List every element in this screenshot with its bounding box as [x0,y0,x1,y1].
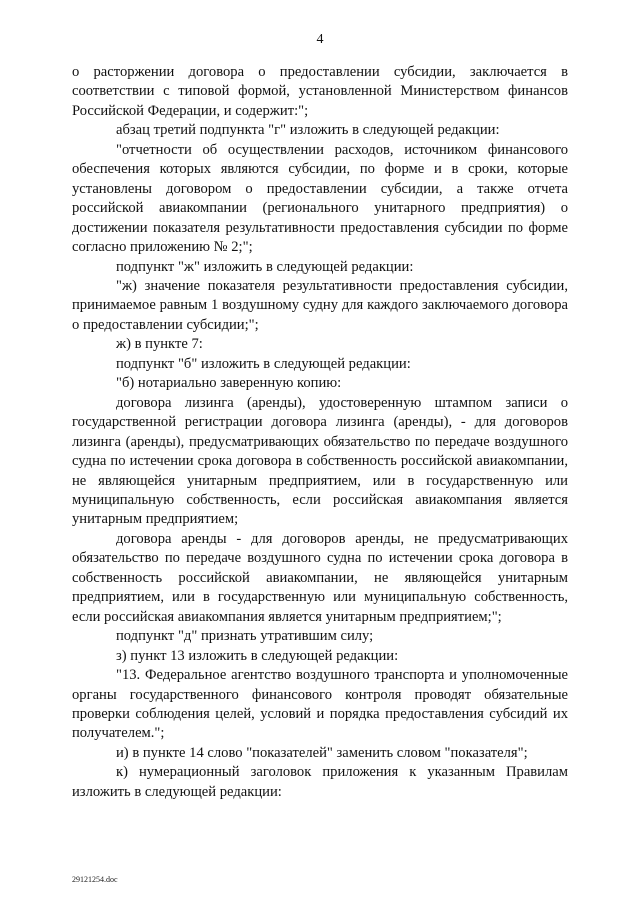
paragraph-point-13-text: "13. Федеральное агентство воздушного транспорта и уполномоченные органы государственного финансового контроля проводят обязательные проверки соблюдения целей, условий и порядка предоставления субсидий их получателем."; [72,667,568,742]
paragraph-item-k-appendix: к) нумерационный заголовок приложения к указанным Правилам изложить в следующей редакции: [72,764,568,800]
paragraph-reporting-text: "отчетности об осуществлении расходов, источником финансового обеспечения которых являются субсидии, по форме и в сроки, которые установлены договором о предоставлении субсидии, а также отчета российской авиакомпании (регионального унитарного предприятия) о достижении показателя результативности предоставления субсидии по форме согласно приложению № 2;"; [72,141,568,256]
paragraph-subitem-g-heading: абзац третий подпункта "г" изложить в следующей редакции: [116,122,500,139]
page-number: 4 [316,32,324,47]
paragraph-subitem-zh-heading: подпункт "ж" изложить в следующей редакции: [116,258,414,275]
paragraph-item-i-point-14: и) в пункте 14 слово "показателей" заменить словом "показателя"; [116,744,528,761]
footer-filename: 29121254.doc [72,875,118,884]
paragraph-subitem-d-void: подпункт "д" признать утратившим силу; [116,628,374,645]
document-body [72,63,568,802]
paragraph-lease-contract: договора аренды - для договоров аренды, не предусматривающих обязательство по передаче воздушного судна по истечении срока договора в собственность российской авиакомпании, не являющейся унитарным предприятием, или в государственную или муниципальную собственность, если российская авиакомпания является унитарным предприятием;"; [72,530,568,625]
paragraph-notarized-copy: "б) нотариально заверенную копию: [116,375,342,392]
paragraph-leasing-contract: договора лизинга (аренды), удостоверенную штампом записи о государственной регистрации договора лизинга (аренды), - для договоров лизинга (аренды), предусматривающих обязательство по передаче воздушного судна по истечении срока договора в собственность российской авиакомпании, не являющейся унитарным предприятием, или в государственную или муниципальную собственность, если российская авиакомпания является унитарным предприятием; [72,394,568,528]
paragraph-subitem-b-heading: подпункт "б" изложить в следующей редакции: [116,355,411,372]
paragraph-intro-continuation: о расторжении договора о предоставлении субсидии, заключается в соответствии с типовой формой, установленной Министерством финансов Российской Федерации, и содержит:"; [72,64,568,119]
paragraph-item-z-point-13: з) пункт 13 изложить в следующей редакции: [116,647,399,664]
paragraph-indicator-value: "ж) значение показателя результативности предоставления субсидии, принимаемое равным 1 воздушному судну для каждого заключаемого договора о предоставлении субсидии;"; [72,277,568,333]
paragraph-item-zh-point-7: ж) в пункте 7: [116,336,203,353]
